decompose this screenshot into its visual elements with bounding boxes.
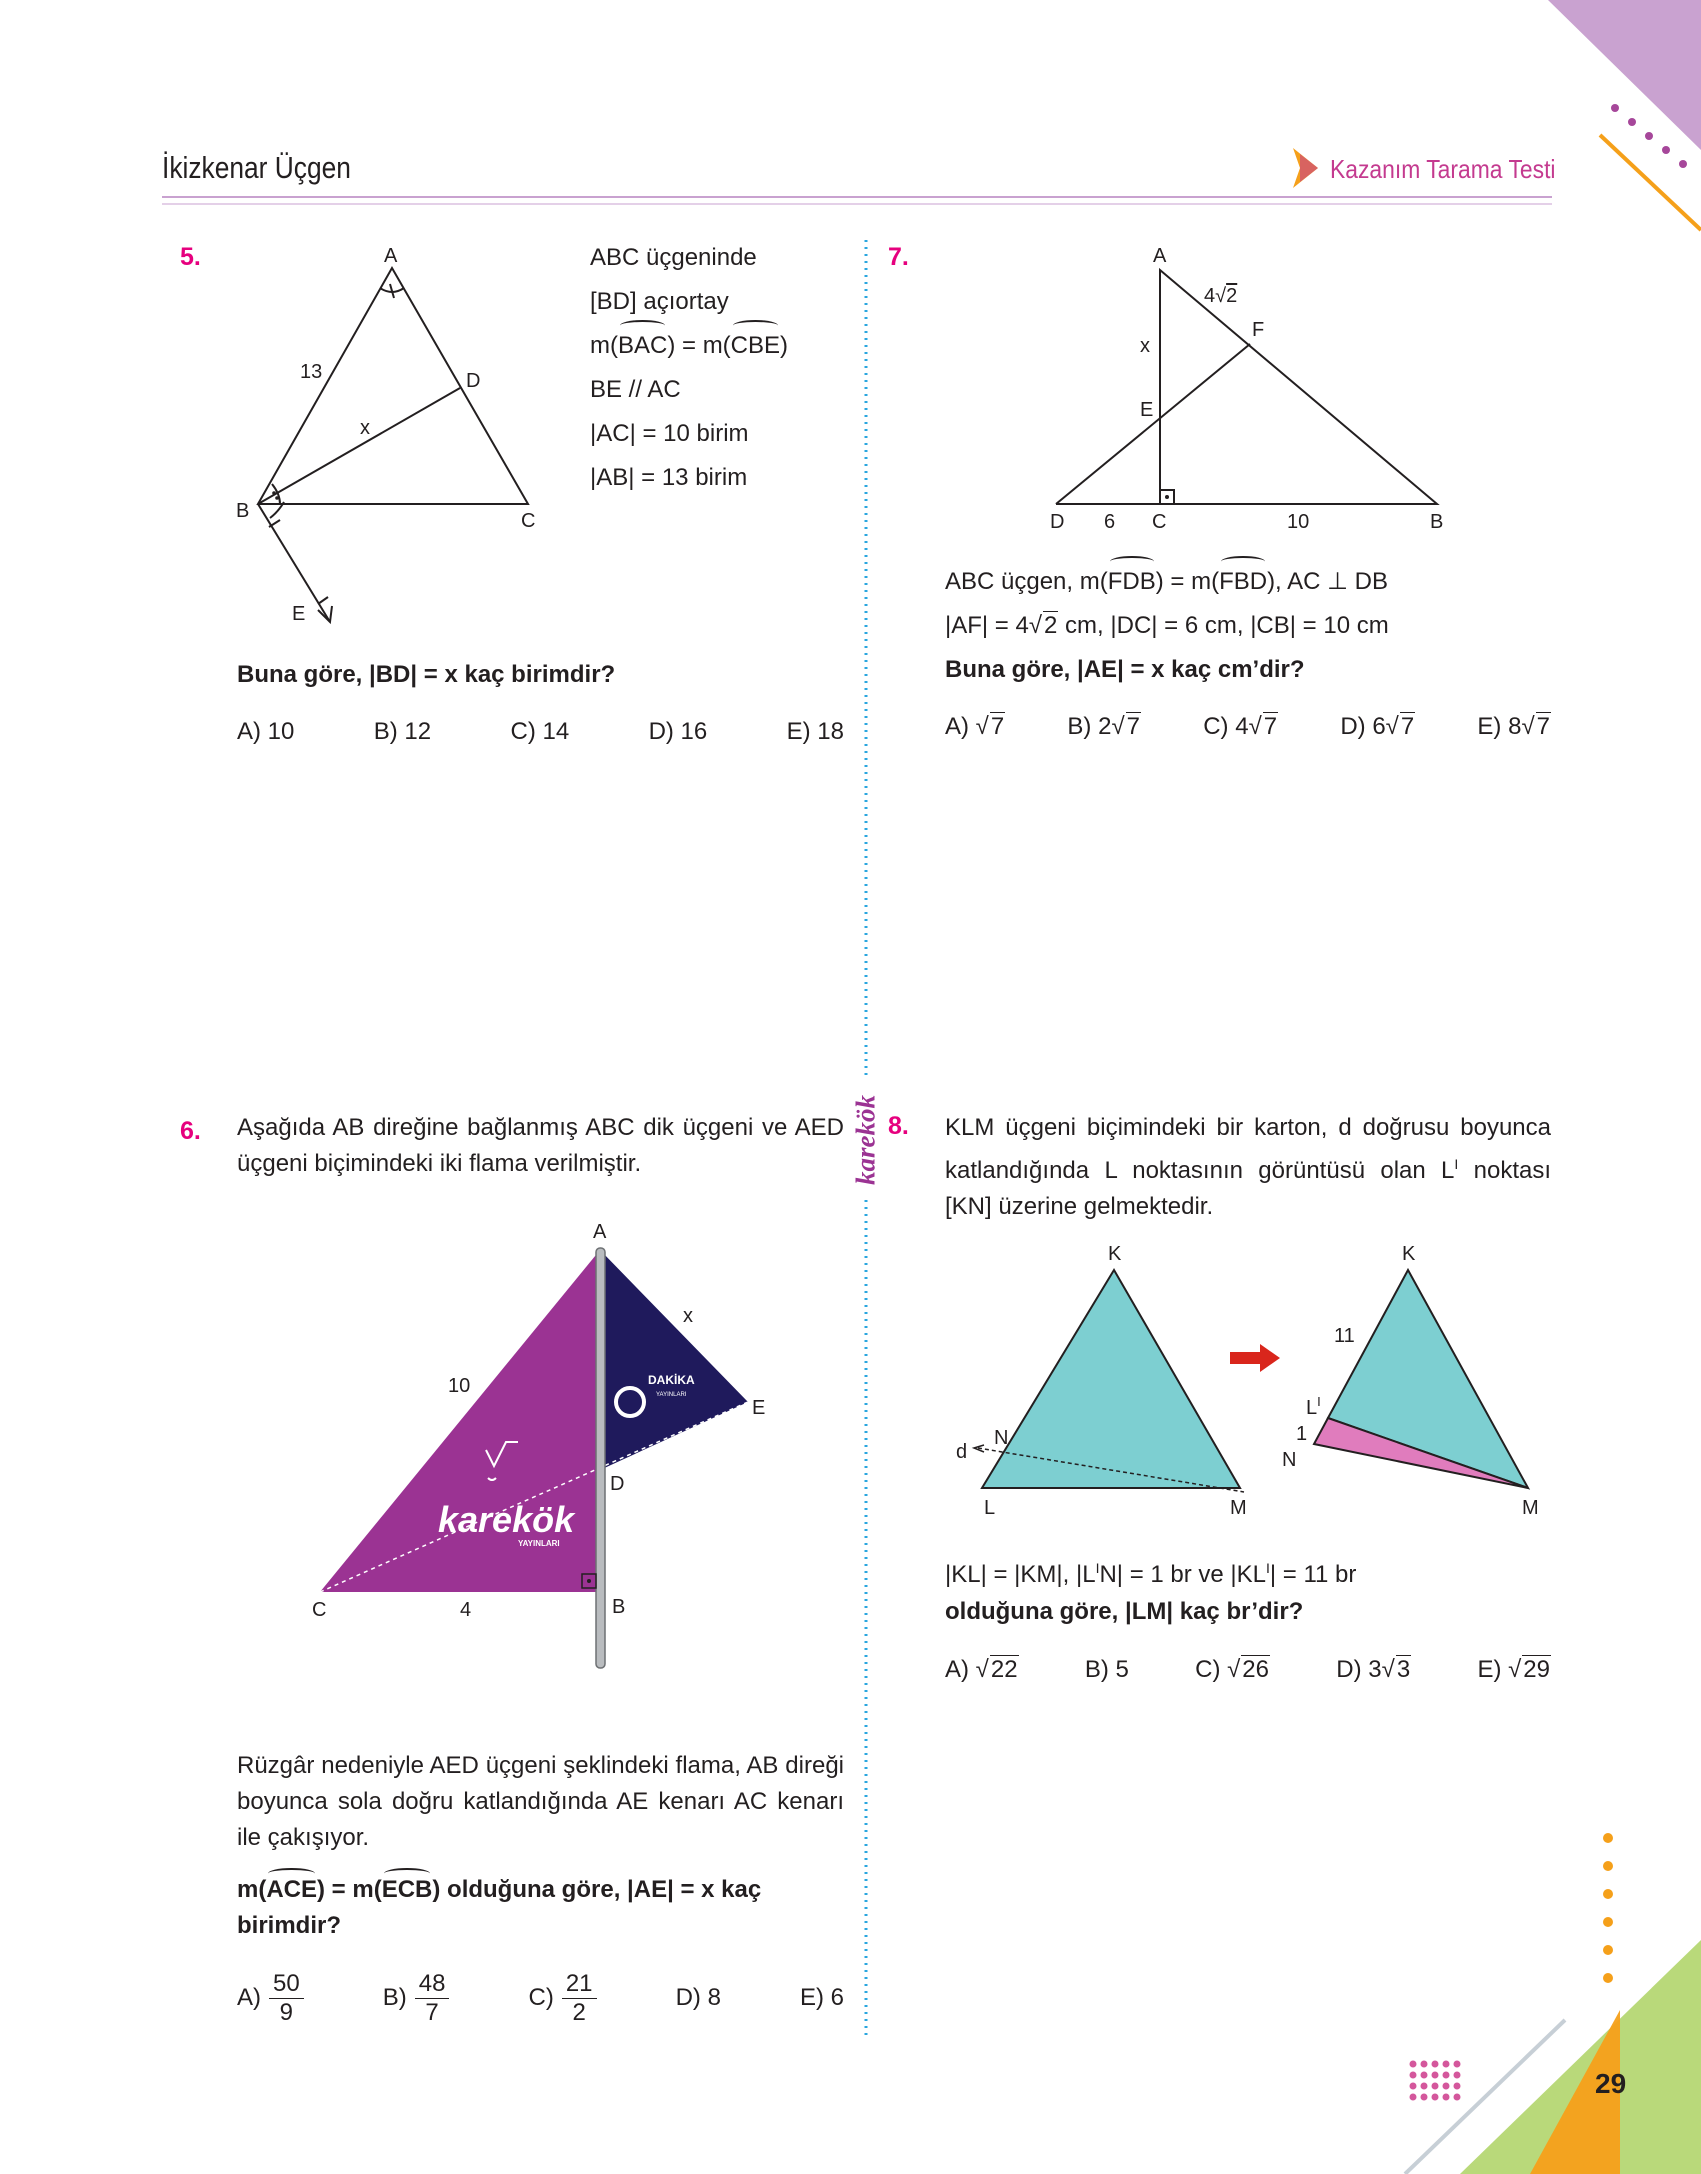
q5-label-b: B xyxy=(236,500,250,522)
q6-label-e: E xyxy=(752,1397,766,1419)
q8-figure xyxy=(950,1230,1550,1530)
top-orange-line xyxy=(1600,135,1701,230)
q5-question: Buna göre, |BD| = x kaç birimdir? xyxy=(237,661,616,688)
q7-label-e: E xyxy=(1140,399,1154,421)
q6-option-a[interactable]: A) $\frac{50}{9}$ xyxy=(237,1970,304,2027)
q6-option-b[interactable]: B) $\frac{48}{7}$ xyxy=(383,1970,450,2027)
q7-option-a[interactable]: A) √7 xyxy=(945,713,1005,740)
q8-label-n2: N xyxy=(1282,1449,1297,1471)
q5-given-4: BE // AC xyxy=(590,376,681,403)
q7-line-1: ABC üçgen, m(FDB) = m(FBD), AC ⊥ DB xyxy=(945,560,1388,604)
q7-option-b[interactable]: B) 2√7 xyxy=(1067,713,1140,740)
q8-option-a[interactable]: A) √22 xyxy=(945,1656,1018,1683)
q5-option-b[interactable]: B) 12 xyxy=(373,718,432,745)
q5-bisector xyxy=(258,388,460,504)
q8-label-kl: 11 xyxy=(1334,1325,1355,1347)
q5-label-x: x xyxy=(360,417,370,439)
page-title: İkizkenar Üçgen xyxy=(162,150,351,185)
q6-flag-aed xyxy=(600,1250,748,1470)
q5-triangle xyxy=(258,268,528,504)
q6-flag-logo: karekök xyxy=(438,1499,575,1540)
q6-label-a: A xyxy=(593,1221,607,1243)
q8-label-l: L xyxy=(984,1497,996,1519)
q6-number: 6. xyxy=(180,1117,201,1145)
q8-label-m: M xyxy=(1230,1497,1247,1519)
q7-label-f: F xyxy=(1252,319,1265,341)
q8-given: |KL| = |KM|, $|L^IN| = 1$ br ve $|KL^I| = 11$ br xyxy=(945,1560,1357,1588)
q6-body: Rüzgâr nedeniyle AED üçgeni şeklindeki flama, AB direği boyunca sola doğru katlandığında AE kenarı AC kenarı ile çakışıyor. xyxy=(237,1752,844,1851)
q6-option-e[interactable]: E) 6 xyxy=(799,1984,844,2011)
q8-question: olduğuna göre, |LM| kaç br’dir? xyxy=(945,1598,1304,1625)
q8-intro: KLM üçgeni biçimindeki bir karton, d doğrusu boyunca katlandığında L noktasının görüntüsü olan $L^I$ noktası [KN] üzerine gelmektedir. xyxy=(945,1114,1551,1220)
q7-question: Buna göre, |AE| = x kaç cm’dir? xyxy=(945,656,1305,683)
q5-label-d: D xyxy=(466,370,481,392)
q7-option-d[interactable]: D) 6√7 xyxy=(1340,713,1415,740)
q6-flag2-logo: DAKİKA xyxy=(648,1373,695,1387)
q7-triangle xyxy=(1160,270,1437,504)
q5-label-c: C xyxy=(521,510,536,532)
q8-option-d[interactable]: D) 3√3 xyxy=(1336,1656,1411,1683)
q8-option-e[interactable]: E) √29 xyxy=(1477,1656,1550,1683)
q6-pole xyxy=(596,1248,605,1668)
q5-label-e: E xyxy=(292,603,306,625)
top-corner-triangle xyxy=(1548,0,1701,150)
q5-option-e[interactable]: E) 18 xyxy=(786,718,844,745)
q6-label-c: C xyxy=(312,1599,327,1621)
q6-option-c[interactable]: C) $\frac{21}{2}$ xyxy=(529,1970,597,2027)
q8-label-ln: 1 xyxy=(1296,1423,1308,1445)
q7-options xyxy=(945,713,1551,741)
q7-label-cb: 10 xyxy=(1287,511,1310,533)
badge-arrow-icon-inner xyxy=(1300,154,1318,182)
q5-given-5: |AC| = 10 birim xyxy=(590,420,749,447)
q5-option-a[interactable]: A) 10 xyxy=(237,718,295,745)
q5-option-d[interactable]: D) 16 xyxy=(648,718,708,745)
q8-label-l2: $L^I$ xyxy=(1306,1394,1321,1419)
q6-label-b: B xyxy=(612,1596,626,1618)
q5-given-1: ABC üçgeninde xyxy=(590,244,757,271)
q5-label-ab: 13 xyxy=(300,361,323,383)
q7-option-c[interactable]: C) 4√7 xyxy=(1203,713,1278,740)
q6-label-cb: 4 xyxy=(460,1599,472,1621)
q7-label-x: x xyxy=(1140,335,1150,357)
q5-figure xyxy=(230,240,570,640)
q7-figure xyxy=(1040,240,1470,540)
q7-label-af: 4√2 xyxy=(1204,285,1238,307)
q6-intro: Aşağıda AB direğine bağlanmış ABC dik üçgeni ve AED üçgeni biçimindeki iki flama verilmiştir. xyxy=(237,1114,844,1177)
q8-option-b[interactable]: B) 5 xyxy=(1084,1656,1129,1683)
q6-flag2-logo-sub: YAYINLARI xyxy=(656,1392,687,1398)
q5-options xyxy=(237,718,844,746)
q5-given xyxy=(590,236,788,500)
q7-label-dc: 6 xyxy=(1104,511,1116,533)
q7-line-2: |AF| = 4√2 cm, |DC| = 6 cm, |CB| = 10 cm xyxy=(945,612,1389,639)
q6-figure xyxy=(300,1220,780,1710)
q6-question: m(ACE) = m(ECB) olduğuna göre, |AE| = x kaç birimdir? xyxy=(237,1872,844,1944)
bottom-dot-grid xyxy=(1410,2061,1461,2101)
header-badge: Kazanım Tarama Testi xyxy=(1330,154,1556,184)
q5-given-6: |AB| = 13 birim xyxy=(590,464,748,491)
q5-number: 5. xyxy=(180,243,201,271)
q8-label-m2: M xyxy=(1522,1497,1539,1519)
side-logo: karekök xyxy=(851,1085,882,1195)
q5-given-3: m(BAC) = m(CBE) xyxy=(590,324,788,368)
q8-label-n: N xyxy=(994,1427,1009,1449)
q8-red-arrow-icon xyxy=(1230,1344,1280,1372)
q7-option-e[interactable]: E) 8√7 xyxy=(1477,713,1550,740)
q7-label-c: C xyxy=(1152,511,1167,533)
q8-label-k: K xyxy=(1108,1243,1122,1265)
q6-label-d: D xyxy=(610,1473,625,1495)
q6-option-d[interactable]: D) 8 xyxy=(675,1984,721,2011)
q8-options xyxy=(945,1656,1551,1684)
q8-number: 8. xyxy=(888,1112,909,1140)
page-number: 29 xyxy=(1595,2068,1627,2099)
q7-label-d: D xyxy=(1050,511,1065,533)
q6-options xyxy=(237,1966,844,2030)
q7-line-df xyxy=(1056,344,1250,504)
q6-label-x: x xyxy=(683,1305,693,1327)
q5-option-c[interactable]: C) 14 xyxy=(510,718,570,745)
q7-number: 7. xyxy=(888,243,909,271)
q6-flag-logo-sub: YAYINLARI xyxy=(518,1539,560,1548)
q8-label-d: d xyxy=(956,1441,968,1463)
q5-label-a: A xyxy=(384,245,398,267)
side-dots xyxy=(1603,1833,1613,1983)
q8-option-c[interactable]: C) √26 xyxy=(1195,1656,1269,1683)
q6-label-ac: 10 xyxy=(448,1375,471,1397)
q5-given-2: [BD] açıortay xyxy=(590,288,729,315)
q7-label-b: B xyxy=(1430,511,1444,533)
q7-label-a: A xyxy=(1153,245,1167,267)
q8-label-k2: K xyxy=(1402,1243,1416,1265)
